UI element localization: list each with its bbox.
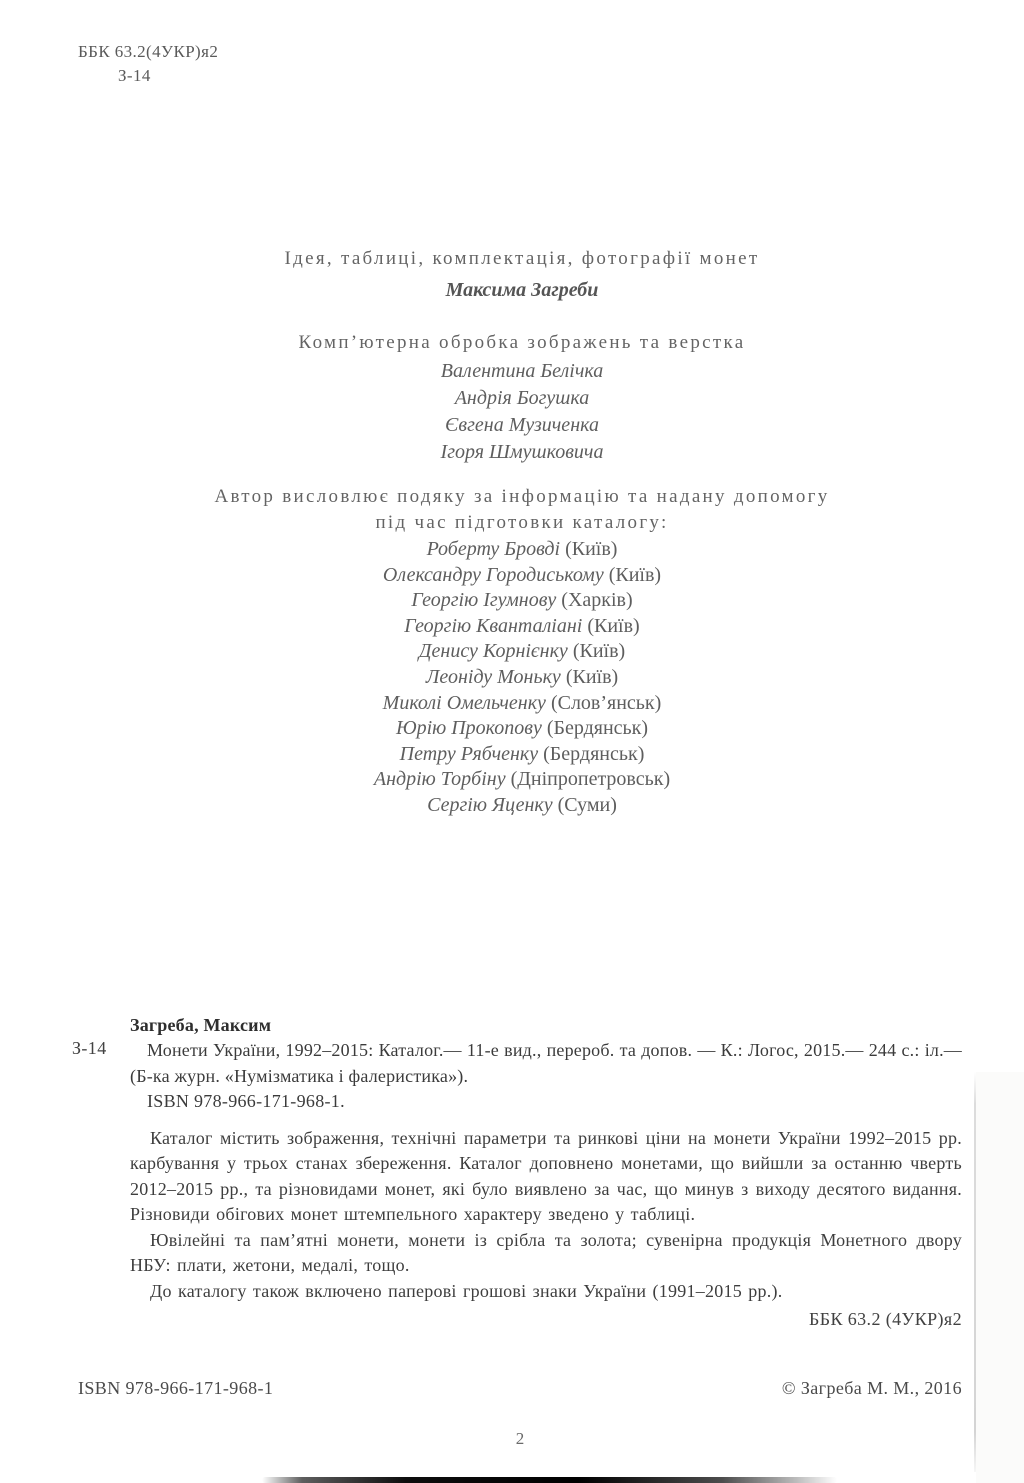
footer-copyright: © Загреба М. М., 2016 <box>781 1378 962 1398</box>
annotation-paragraph-1: Каталог містить зображення, технічні параметри та ринкові ціни на монети України 1992–2015 рр. карбування у трьох станах збереження. Каталог доповнено монетами, що вийшли за останню чверть 2012–2015 рр., та різновидами монет, які було виявлено за час, що минув з виходу десятого видання. Різновиди обігових монет штемпельного характеру зведено у таблиці. <box>130 1127 962 1224</box>
person-city: (Суми) <box>557 793 617 816</box>
catalog-card-author-heading: Загреба, Максим <box>130 1015 272 1035</box>
acknowledgment-entry <box>80 665 964 691</box>
acknowledgment-entry <box>80 537 964 563</box>
person-name: Миколі Омельченку <box>382 691 546 714</box>
acknowledgment-entry <box>80 716 964 742</box>
catalog-card-block <box>72 1012 962 1330</box>
processing-name: Валентина Белічка <box>440 360 604 382</box>
author-sign: З-14 <box>118 66 151 85</box>
person-city: (Київ) <box>565 538 618 560</box>
acknowledgment-intro-line2: під час підготовки каталогу: <box>375 512 669 533</box>
person-city: (Київ) <box>587 614 640 637</box>
scan-page-edge-line <box>974 1072 976 1472</box>
acknowledgment-entry <box>80 563 964 589</box>
acknowledgment-entry <box>80 793 964 819</box>
person-name: Олександру Городиському <box>382 563 604 586</box>
catalog-card-isbn: ISBN 978-966-171-968-1. <box>147 1091 345 1111</box>
idea-credit-line: Ідея, таблиці, комплектація, фотографії монет <box>284 248 760 269</box>
person-city: (Київ) <box>572 640 626 663</box>
bbk-code: ББК 63.2(4УКР)я2 <box>78 42 219 61</box>
person-city: (Бердянськ) <box>543 742 645 765</box>
acknowledgment-entry <box>80 767 964 793</box>
annotation-paragraph-2: Ювілейні та пам’ятні монети, монети із срібла та золота; сувенірна продукція Монетного двору НБУ: плати, жетони, медалі, тощо. <box>130 1229 962 1275</box>
processing-name: Євгена Музиченка <box>445 414 599 436</box>
acknowledgment-entry <box>80 639 964 665</box>
credits-block <box>80 246 964 819</box>
bbk-code-right: ББК 63.2 (4УКР)я2 <box>808 1309 962 1329</box>
person-city: (Київ) <box>565 665 619 688</box>
catalog-card-author-sign: З-14 <box>72 1038 107 1058</box>
person-name: Сергію Яценку <box>427 793 553 816</box>
acknowledgment-entry <box>80 742 964 768</box>
catalog-card-bibliography: Монети України, 1992–2015: Каталог.— 11-е вид., перероб. та допов. — К.: Логос, 2015.— 244 с.: іл.— (Б-ка журн. «Нумізматика і фалеристика»). <box>130 1040 962 1086</box>
footer-isbn: ISBN 978-966-171-968-1 <box>78 1378 274 1398</box>
acknowledgment-entry <box>80 614 964 640</box>
person-city: (Бердянськ) <box>546 717 649 740</box>
annotation-paragraph-3: До каталогу також включено паперові грошові знаки України (1991–2015 рр.). <box>150 1280 783 1301</box>
scan-page-edge-shade <box>976 1072 1024 1483</box>
acknowledgment-list <box>80 537 964 819</box>
person-name: Георгію Ігумнову <box>411 589 557 612</box>
bbk-classification-block <box>78 40 218 88</box>
processing-names-list <box>80 358 964 466</box>
idea-credit-author: Максима Загреби <box>445 279 599 301</box>
acknowledgment-entry <box>80 691 964 717</box>
person-name: Юрію Прокопову <box>395 717 542 740</box>
person-name: Леоніду Моньку <box>425 665 561 688</box>
scan-bottom-shadow <box>262 1477 837 1483</box>
person-city: (Київ) <box>608 563 662 586</box>
page-number: 2 <box>515 1429 525 1448</box>
acknowledgment-intro-line1: Автор висловлює подяку за інформацію та надану допомогу <box>214 486 830 507</box>
footer-row <box>78 1378 962 1399</box>
processing-credit-line: Комп’ютерна обробка зображень та верстка <box>298 332 746 353</box>
processing-name: Андрія Богушка <box>454 387 590 409</box>
annotation-block <box>130 1126 962 1305</box>
catalog-card-body <box>130 1012 962 1115</box>
person-name: Петру Рябченку <box>399 742 539 765</box>
person-name: Роберту Бровді <box>426 538 561 560</box>
person-city: (Дніпропетровськ) <box>510 768 671 791</box>
person-city: (Харків) <box>561 589 633 612</box>
acknowledgment-entry <box>80 588 964 614</box>
acknowledgment-intro <box>80 484 964 536</box>
person-name: Георгію Кванталіані <box>404 614 583 637</box>
person-name: Денису Корнієнку <box>418 640 568 663</box>
person-name: Андрію Торбіну <box>373 768 506 791</box>
person-city: (Слов’янськ) <box>550 691 662 714</box>
processing-name: Ігоря Шмушковича <box>440 441 604 463</box>
